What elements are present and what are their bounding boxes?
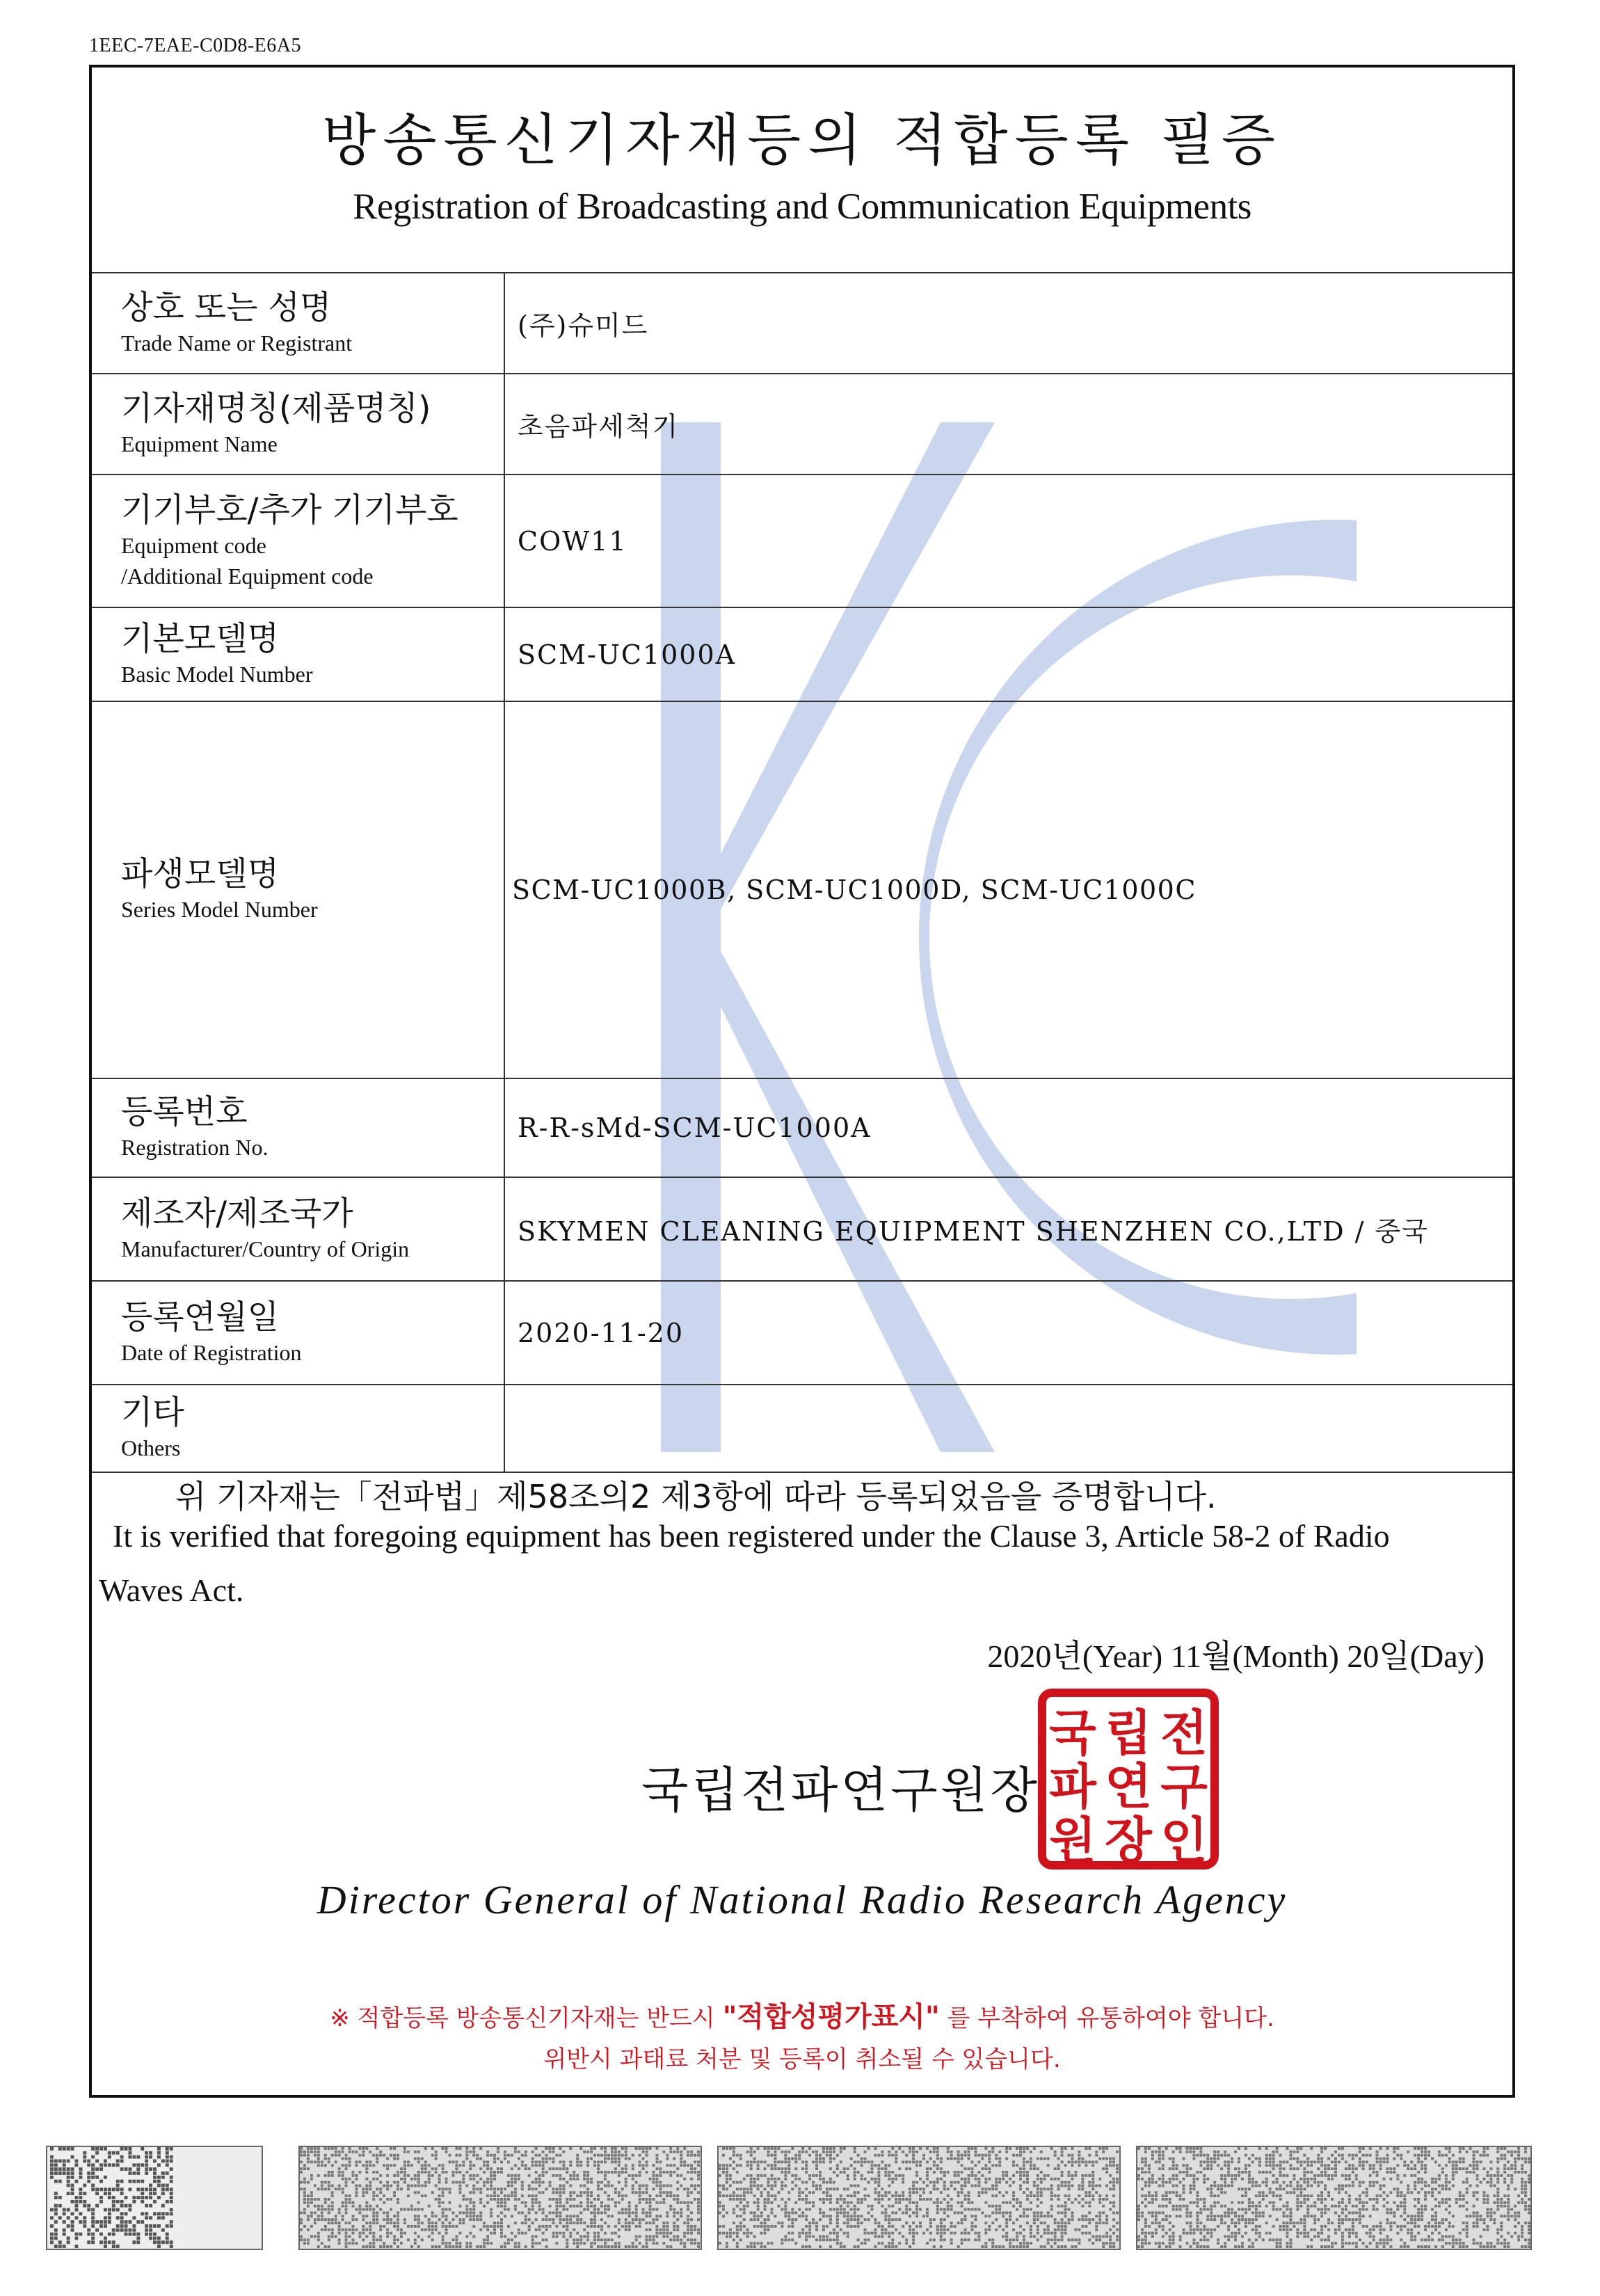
field-label <box>92 1282 505 1384</box>
field-value-others <box>505 1385 1512 1472</box>
svg-text:원: 원 <box>1049 1812 1096 1869</box>
field-label <box>92 475 505 607</box>
field-row-manufacturer <box>92 1178 1512 1282</box>
field-label-en-2: /Additional Equipment code <box>121 563 374 589</box>
field-row-basic-model <box>92 608 1512 702</box>
field-label <box>92 1079 505 1177</box>
svg-text:전: 전 <box>1160 1705 1208 1762</box>
certificate-frame <box>89 65 1515 2098</box>
field-row-trade-name <box>92 273 1512 374</box>
official-seal-stamp <box>1038 1689 1219 1870</box>
notice-suffix: 를 부착하여 유통하여야 합니다. <box>939 2004 1274 2032</box>
certification-text-ko: 위 기자재는「전파법」제58조의2 제3항에 따라 등록되었음을 증명합니다. <box>175 1478 1217 1515</box>
field-row-series-model <box>92 702 1512 1079</box>
svg-text:국: 국 <box>1049 1705 1096 1762</box>
qr-code <box>46 2146 263 2250</box>
field-label <box>92 608 505 701</box>
field-value-manufacturer: SKYMEN CLEANING EQUIPMENT SHENZHEN CO.,LTD / 중국 <box>518 1216 1429 1247</box>
notice-emphasis: "적합성평가표시" <box>722 2001 940 2033</box>
field-label-ko: 등록연월일 <box>121 1298 280 1337</box>
title-english: Registration of Broadcasting and Communication Equipments <box>353 186 1251 227</box>
field-label-en: Series Model Number <box>121 897 318 922</box>
issue-date: 2020년(Year) 11월(Month) 20일(Day) <box>987 1639 1485 1674</box>
field-label-ko: 기본모델명 <box>121 619 280 658</box>
field-value-registration-date: 2020-11-20 <box>518 1317 685 1348</box>
2d-barcode-2 <box>717 2146 1121 2250</box>
field-label-ko: 기기부호/추가 기기부호 <box>121 491 458 529</box>
field-label <box>92 1385 505 1472</box>
field-label-en: Trade Name or Registrant <box>121 330 353 356</box>
svg-text:구: 구 <box>1160 1758 1208 1815</box>
issuer-name-en: Director General of National Radio Research Agency <box>317 1877 1288 1922</box>
field-label-ko: 기자재명칭(제품명칭) <box>121 389 431 428</box>
field-label <box>92 1178 505 1280</box>
field-label-ko: 상호 또는 성명 <box>121 288 332 327</box>
field-label-ko: 기타 <box>121 1394 184 1432</box>
field-value-equipment-code: COW11 <box>518 525 627 557</box>
field-label-en: Manufacturer/Country of Origin <box>121 1236 410 1261</box>
registration-info-table <box>92 272 1512 1473</box>
field-row-others <box>92 1385 1512 1473</box>
field-label-en: Basic Model Number <box>121 661 313 687</box>
field-label-ko: 등록번호 <box>121 1093 248 1131</box>
field-label <box>92 374 505 474</box>
field-label-en: Others <box>121 1435 181 1460</box>
notice-prefix: ※ 적합등록 방송통신기자재는 반드시 <box>330 2004 723 2032</box>
field-label-en: Date of Registration <box>121 1339 302 1365</box>
title-korean: 방송통신기자재등의 적합등록 필증 <box>321 108 1283 173</box>
field-value-trade-name: (주)슈미드 <box>518 310 649 341</box>
svg-text:파: 파 <box>1049 1758 1096 1815</box>
field-row-equipment-code <box>92 475 1512 608</box>
2d-barcode-1 <box>298 2146 702 2250</box>
field-label <box>92 273 505 373</box>
field-label-ko: 제조자/제조국가 <box>121 1194 353 1233</box>
field-label-ko: 파생모델명 <box>121 855 280 893</box>
2d-barcode-3 <box>1136 2146 1532 2250</box>
svg-text:립: 립 <box>1105 1705 1152 1762</box>
field-value-registration-no: R-R-sMd-SCM-UC1000A <box>518 1113 872 1143</box>
field-value-basic-model: SCM-UC1000A <box>518 639 737 670</box>
field-label-en: Equipment code <box>121 532 266 558</box>
field-row-registration-date <box>92 1282 1512 1385</box>
notice-line-2: 위반시 과태료 처분 및 등록이 취소될 수 있습니다. <box>543 2046 1061 2073</box>
svg-text:인: 인 <box>1160 1812 1208 1869</box>
field-label-en: Registration No. <box>121 1135 269 1160</box>
field-row-registration-no <box>92 1079 1512 1178</box>
notice-line-1 <box>92 1995 1512 2034</box>
document-id: 1EEC-7EAE-C0D8-E6A5 <box>89 35 302 56</box>
security-code-strip <box>46 2146 1532 2250</box>
field-value-series-model: SCM-UC1000B, SCM-UC1000D, SCM-UC1000C <box>512 875 1197 905</box>
certification-text-en-line2: Waves Act. <box>99 1572 244 1608</box>
field-value-equipment-name: 초음파세척기 <box>518 411 680 442</box>
field-label <box>92 702 505 1078</box>
certification-text-en-line1: It is verified that foregoing equipment has been registered under the Clause 3, Article 58-2 of Radio <box>113 1518 1390 1554</box>
issuer-name-ko: 국립전파연구원장 <box>641 1762 1040 1819</box>
field-row-equipment-name <box>92 374 1512 475</box>
svg-text:장: 장 <box>1105 1812 1152 1869</box>
field-label-en: Equipment Name <box>121 431 278 456</box>
svg-text:연: 연 <box>1105 1758 1152 1815</box>
